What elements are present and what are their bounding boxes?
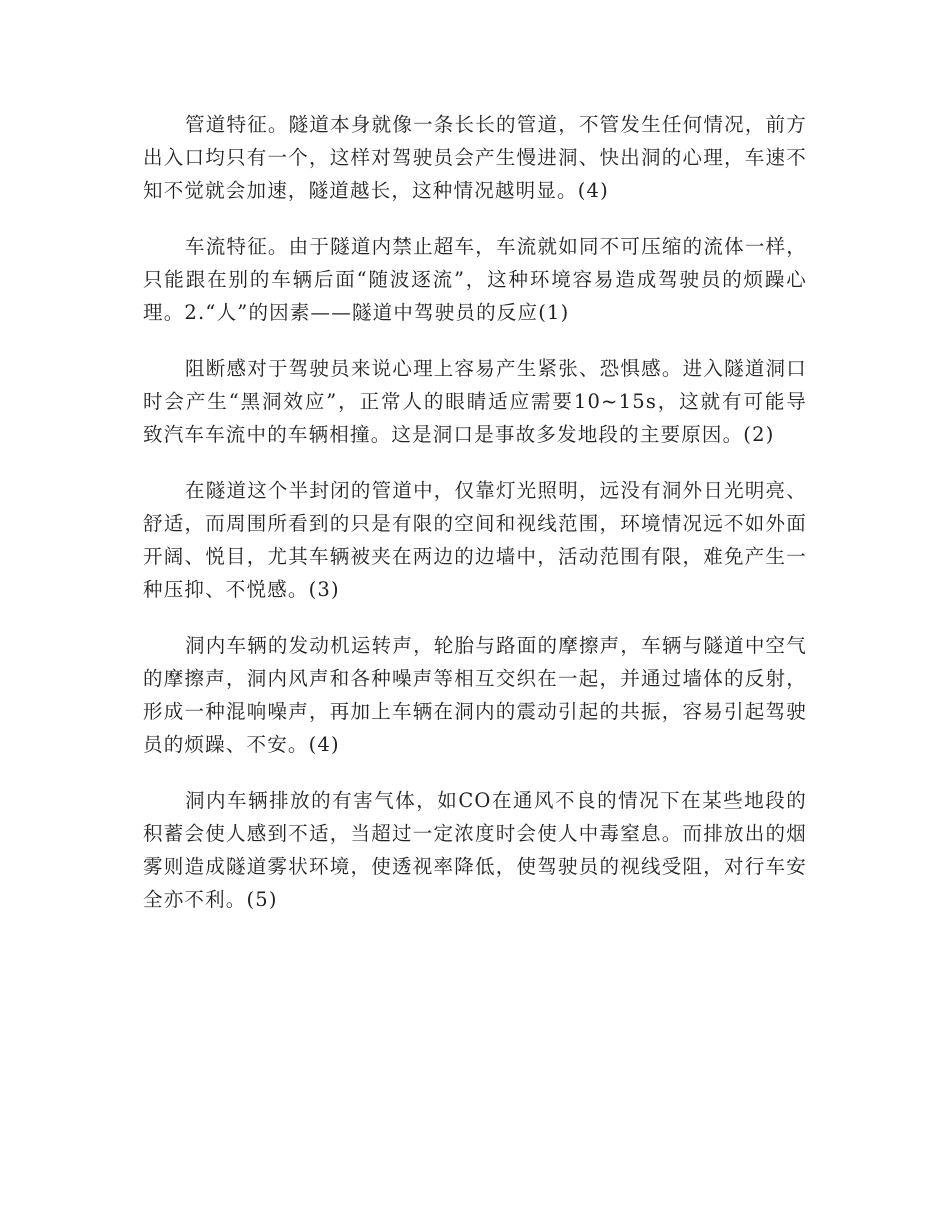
paragraph-pipe-features: 管道特征。隧道本身就像一条长长的管道，不管发生任何情况，前方出入口均只有一个，这样对驾驶员会产生慢进洞、快出洞的心理，车速不知不觉就会加速，隧道越长，这种情况越明显。(4) bbox=[143, 113, 807, 202]
paragraph-semi-enclosed: 在隧道这个半封闭的管道中，仅靠灯光照明，远没有洞外日光明亮、舒适，而周围所看到的只是有限的空间和视线范围，环境情况远不如外面开阔、悦目，尤其车辆被夹在两边的边墙中，活动范围有限，难免产生一种压抑、不悦感。(3) bbox=[143, 479, 807, 601]
paragraph-exhaust-gas: 洞内车辆排放的有害气体，如CO在通风不良的情况下在某些地段的积蓄会使人感到不适，当超过一定浓度时会使人中毒窒息。而排放出的烟雾则造成隧道雾状环境，使透视率降低，使驾驶员的视线受阻，对行车安全亦不利。(5) bbox=[143, 789, 807, 911]
document-body bbox=[143, 108, 807, 939]
paragraph-noise: 洞内车辆的发动机运转声，轮胎与路面的摩擦声，车辆与隧道中空气的摩擦声，洞内风声和各种噪声等相互交织在一起，并通过墙体的反射，形成一种混响噪声，再加上车辆在洞内的震动引起的共振，容易引起驾驶员的烦躁、不安。(4) bbox=[143, 634, 807, 756]
paragraph-traffic-features: 车流特征。由于隧道内禁止超车，车流就如同不可压缩的流体一样，只能跟在别的车辆后面“随波逐流”，这种环境容易造成驾驶员的烦躁心理。2.“人”的因素——隧道中驾驶员的反应(1) bbox=[143, 235, 807, 324]
paragraph-blocking-sense: 阻断感对于驾驶员来说心理上容易产生紧张、恐惧感。进入隧道洞口时会产生“黑洞效应”，正常人的眼睛适应需要10~15s，这就有可能导致汽车车流中的车辆相撞。这是洞口是事故多发地段的主要原因。(2) bbox=[143, 357, 807, 446]
